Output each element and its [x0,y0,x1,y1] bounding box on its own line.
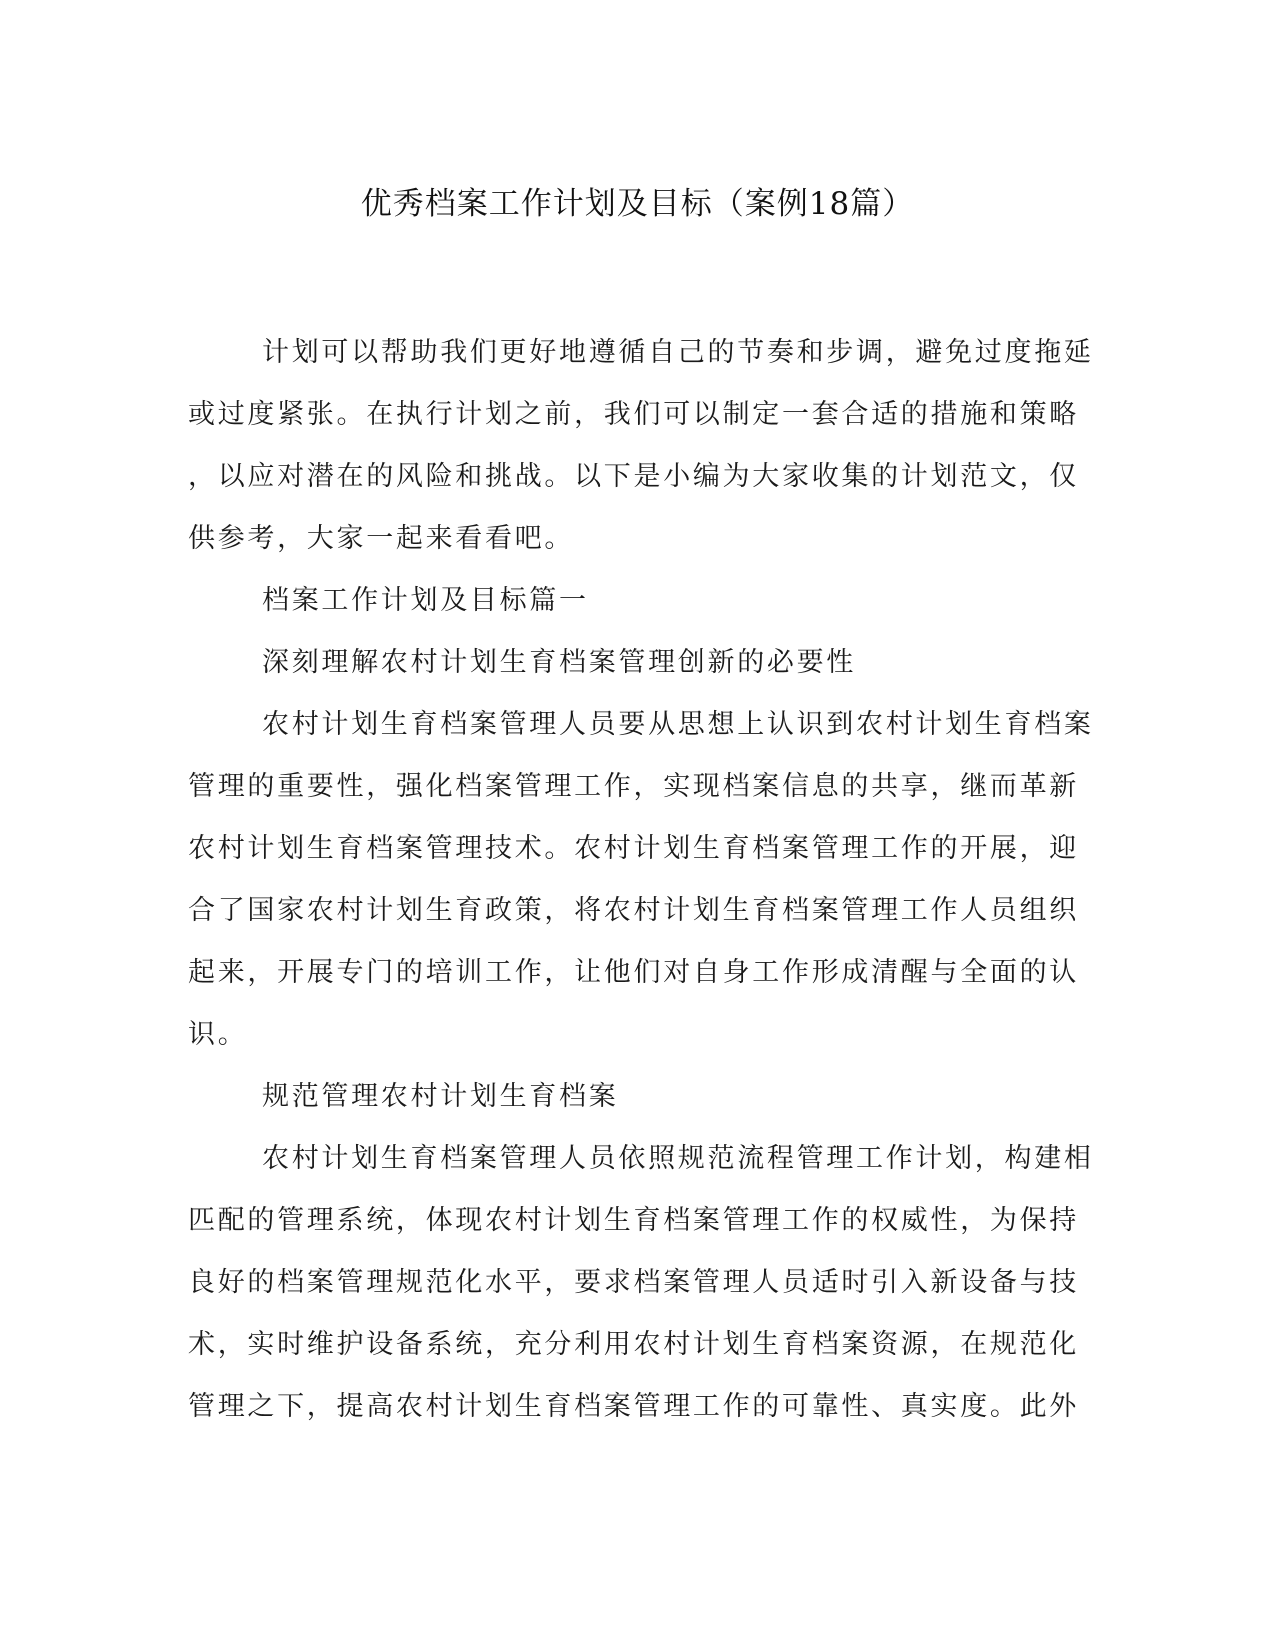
text-line: 农村计划生育档案管理人员要从思想上认识到农村计划生育档案 [262,709,1094,740]
text-line: 管理之下，提高农村计划生育档案管理工作的可靠性、真实度。此外 [188,1391,1079,1422]
text-line: 良好的档案管理规范化水平，要求档案管理人员适时引入新设备与技 [188,1267,1079,1298]
text-line: 起来，开展专门的培训工作，让他们对自身工作形成清醒与全面的认 [188,957,1079,988]
paragraph-standardize [188,1128,1094,1438]
text-line: 供参考，大家一起来看看吧。 [188,523,575,554]
document-title: 优秀档案工作计划及目标（案例18篇） [360,186,915,222]
text-line: 或过度紧张。在执行计划之前，我们可以制定一套合适的措施和策略 [188,399,1079,430]
subheading-necessity: 深刻理解农村计划生育档案管理创新的必要性 [262,647,856,678]
section-heading: 档案工作计划及目标篇一 [262,585,589,616]
paragraph-awareness [188,694,1094,1066]
intro-paragraph [188,322,1094,570]
text-line: 农村计划生育档案管理人员依照规范流程管理工作计划，构建相 [262,1143,1094,1174]
text-line: 匹配的管理系统，体现农村计划生育档案管理工作的权威性，为保持 [188,1205,1079,1236]
text-line: 管理的重要性，强化档案管理工作，实现档案信息的共享，继而革新 [188,771,1079,802]
document-body [188,322,1094,1438]
text-line: 识。 [188,1019,248,1050]
subheading-standardize: 规范管理农村计划生育档案 [262,1081,619,1112]
text-line: 农村计划生育档案管理技术。农村计划生育档案管理工作的开展，迎 [188,833,1079,864]
text-line: ，以应对潜在的风险和挑战。以下是小编为大家收集的计划范文，仅 [188,461,1079,492]
text-line: 计划可以帮助我们更好地遵循自己的节奏和步调，避免过度拖延 [262,337,1094,368]
text-line: 合了国家农村计划生育政策，将农村计划生育档案管理工作人员组织 [188,895,1079,926]
text-line: 术，实时维护设备系统，充分利用农村计划生育档案资源，在规范化 [188,1329,1079,1360]
